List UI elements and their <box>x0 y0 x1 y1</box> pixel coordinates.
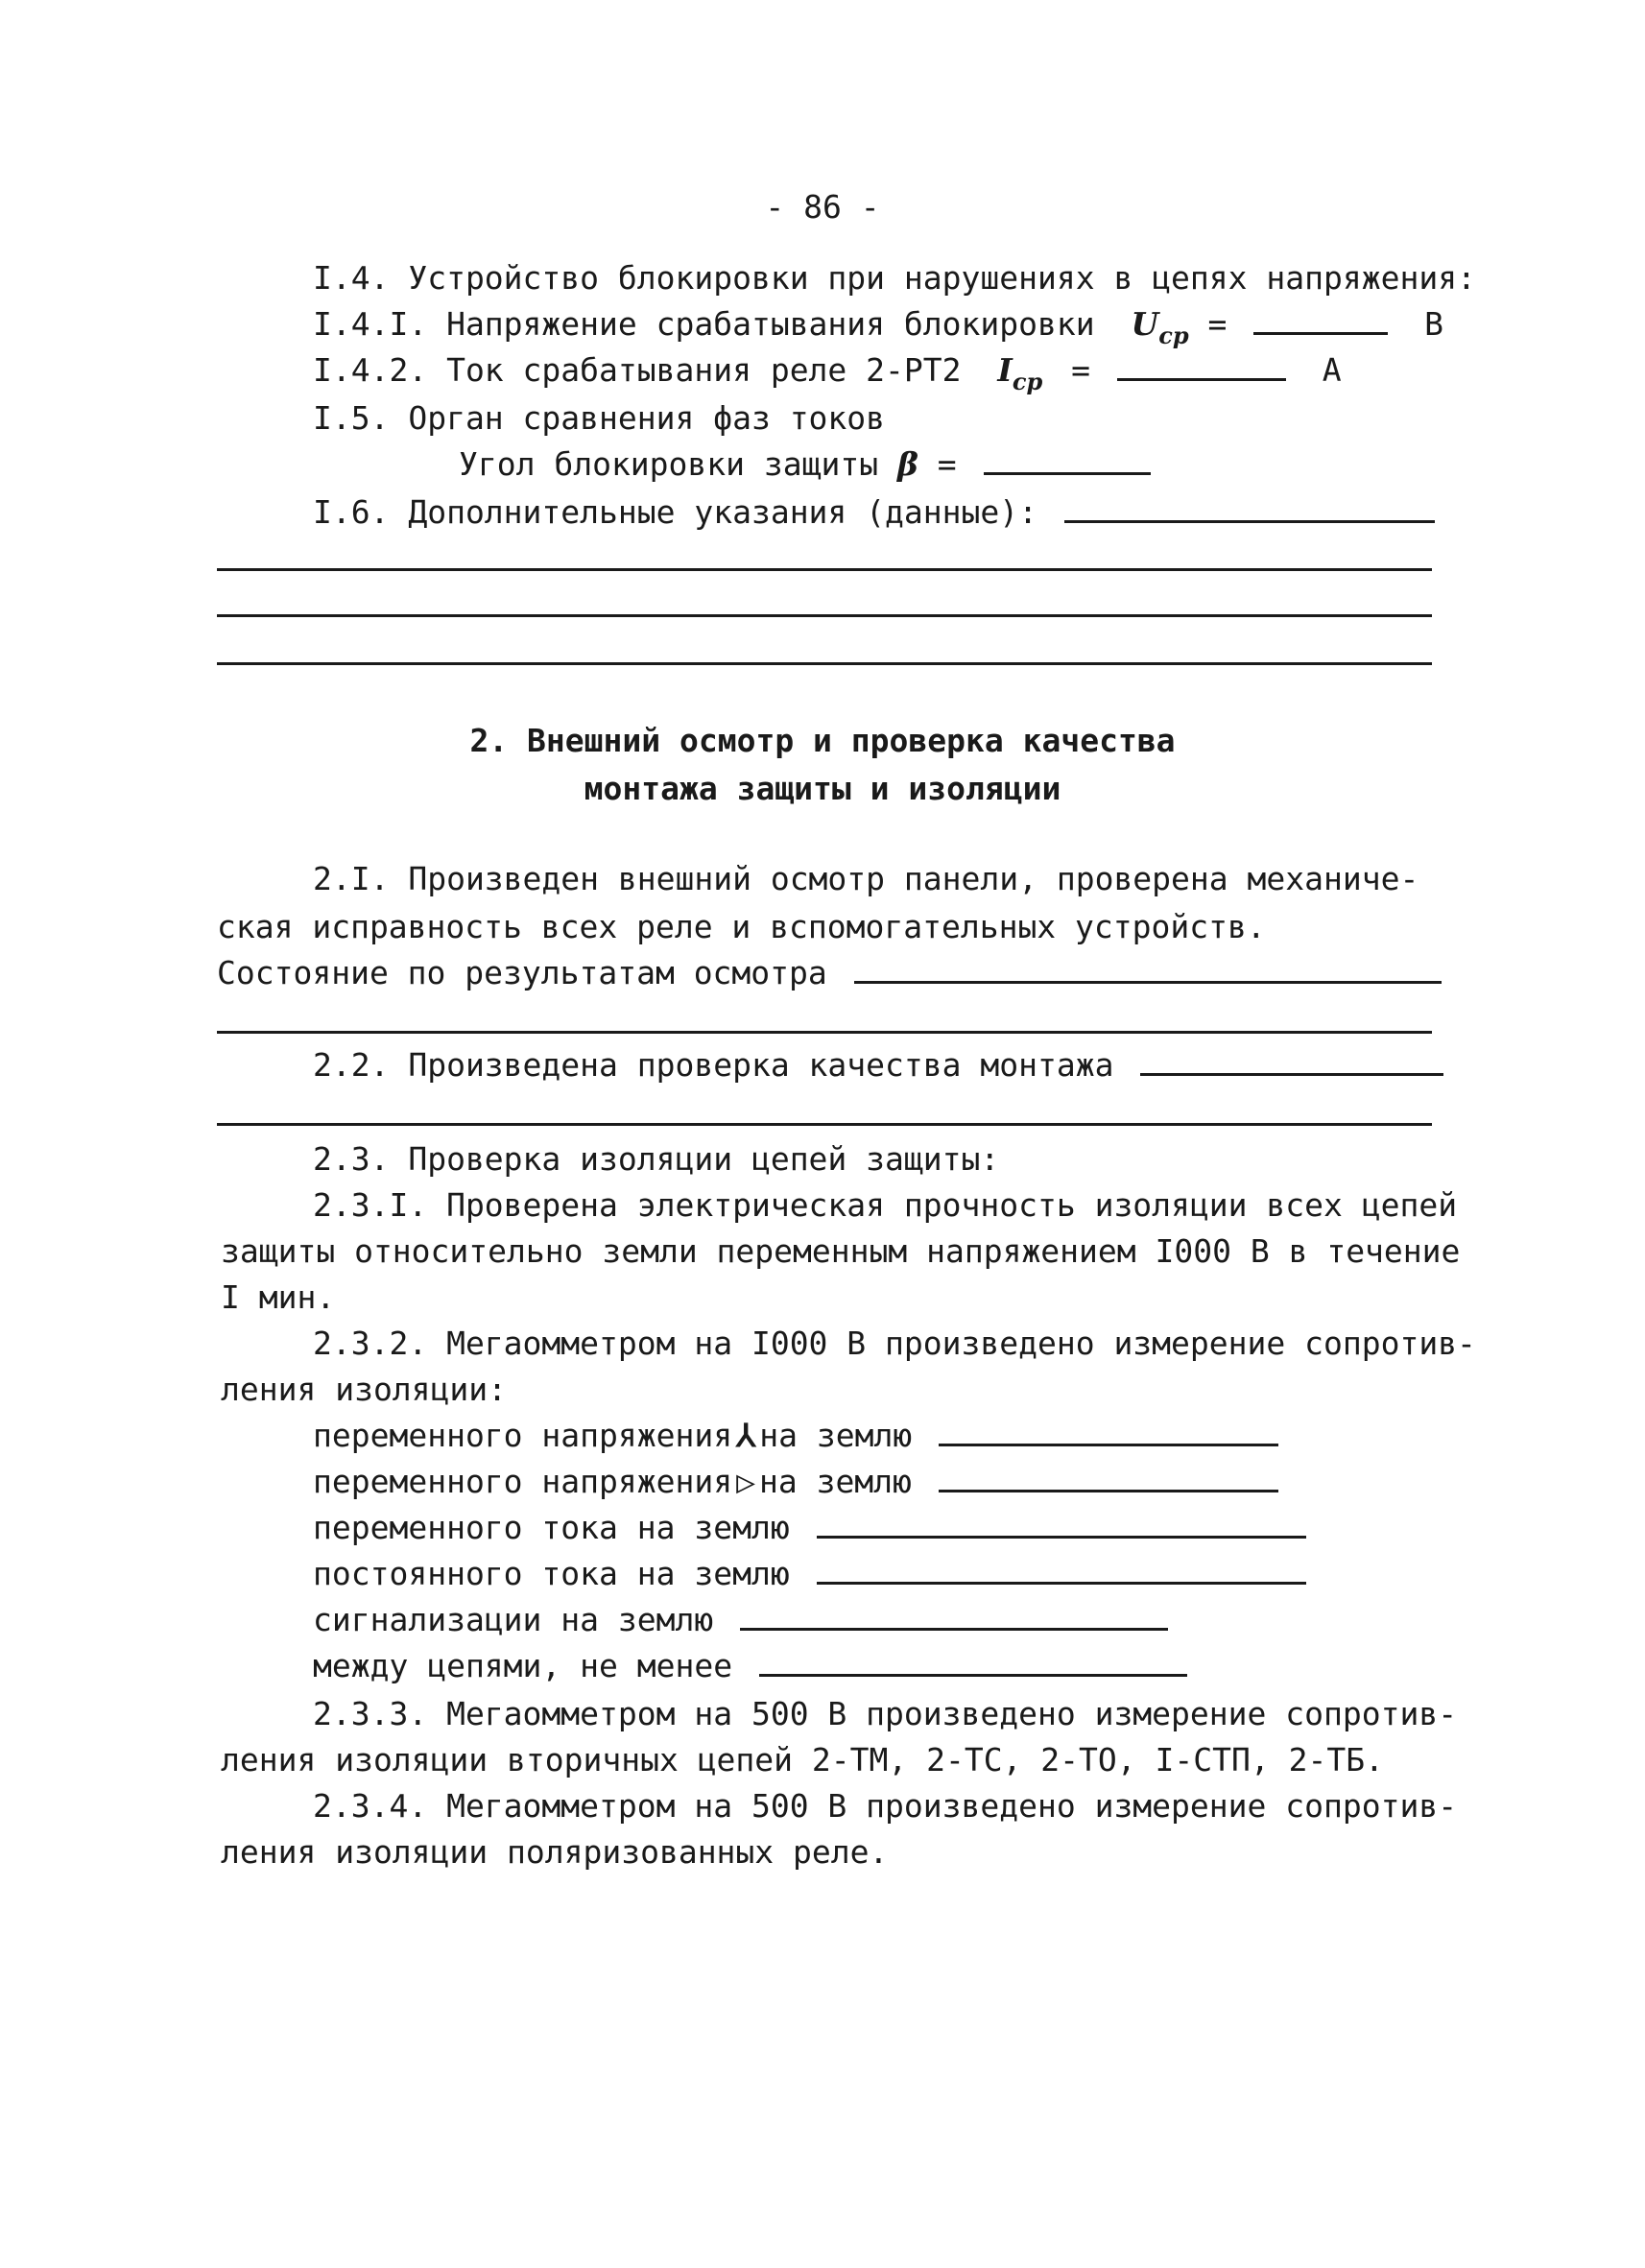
section-subtitle: монтажа защиты и изоляции <box>584 770 1061 807</box>
equals-sign: = <box>1071 351 1090 389</box>
measure-label: постоянного тока на землю <box>313 1555 790 1592</box>
item-1-4-1 <box>313 305 1443 350</box>
current-blank <box>1117 378 1286 381</box>
measure-blank <box>939 1490 1278 1492</box>
blank-line <box>217 568 1432 571</box>
para-2-2 <box>313 1046 1443 1085</box>
item-1-5-angle <box>459 445 1151 484</box>
measure-label: между цепями, не менее <box>313 1647 733 1684</box>
para-2-1-line2: ская исправность всех реле и вспомогательных устройств. <box>217 908 1266 945</box>
angle-blank <box>984 472 1151 475</box>
voltage-blank <box>1253 332 1388 335</box>
equals-sign: = <box>1207 305 1228 343</box>
para-2-1-line1: 2.I. Произведен внешний осмотр панели, проверена механиче- <box>313 860 1419 897</box>
para-2-1-line3 <box>217 954 1442 992</box>
para-2-3: 2.3. Проверка изоляции цепей защиты: <box>313 1140 1000 1178</box>
blank-line <box>217 1031 1432 1034</box>
volt-unit: В <box>1424 305 1444 343</box>
angle-text: Угол блокировки защиты <box>459 445 879 483</box>
para-2-3-4-line2: ления изоляции поляризованных реле. <box>221 1833 889 1871</box>
open-delta-icon: ▷ <box>736 1463 755 1500</box>
para-2-3-1-line1: 2.3.I. Проверена электрическая прочность изоляции всех цепей <box>313 1186 1458 1224</box>
para-2-3-1-line2: защиты относительно земли переменным напряжением I000 В в течение <box>221 1232 1461 1270</box>
measure-label: переменного напряжения <box>313 1463 733 1500</box>
item-1-4-2 <box>313 351 1342 396</box>
measure-blank <box>939 1444 1278 1446</box>
para-2-3-2-line2: ления изоляции: <box>221 1371 508 1408</box>
measure-dc-current <box>313 1555 1306 1593</box>
condition-blank <box>854 981 1442 984</box>
beta-symbol: β <box>896 445 918 483</box>
measure-blank <box>740 1628 1168 1631</box>
measure-label-tail: на землю <box>758 1463 912 1500</box>
item-1-5: I.5. Орган сравнения фаз токов <box>313 399 886 437</box>
i-symbol: $I_{ср}$ <box>997 351 1043 395</box>
measure-ac-current <box>313 1509 1306 1547</box>
ampere-unit: А <box>1322 351 1342 389</box>
section-title: 2. Внешний осмотр и проверка качества <box>469 722 1176 759</box>
item-1-4: I.4. Устройство блокировки при нарушениях в цепях напряжения: <box>313 259 1476 297</box>
para-2-3-2-line1: 2.3.2. Мегаомметром на I000 В произведено измерение сопротив- <box>313 1325 1476 1362</box>
notes-blank <box>1064 520 1435 523</box>
measure-label-tail: на землю <box>759 1417 913 1454</box>
measure-label: переменного тока на землю <box>313 1509 790 1546</box>
montage-label: 2.2. Произведена проверка качества монтажа <box>313 1046 1114 1084</box>
item-1-6 <box>313 493 1435 532</box>
measure-blank <box>759 1674 1187 1677</box>
item-1-4-1-text: I.4.I. Напряжение срабатывания блокировки <box>313 305 1095 343</box>
blank-line <box>217 662 1432 665</box>
page-number: - 86 - <box>765 188 880 226</box>
star-connection-icon: ⅄ <box>736 1417 756 1454</box>
para-2-3-3-line2: ления изоляции вторичных цепей 2-ТМ, 2-ТС, 2-ТО, I-СТП, 2-ТБ. <box>221 1741 1384 1779</box>
blank-line <box>217 1123 1432 1126</box>
measure-blank <box>817 1582 1306 1585</box>
measure-ac-voltage-open-delta <box>313 1463 1278 1501</box>
measure-label: сигнализации на землю <box>313 1601 714 1638</box>
condition-label: Состояние по результатам осмотра <box>217 954 827 991</box>
montage-blank <box>1140 1073 1443 1076</box>
measure-ac-voltage-star <box>313 1417 1278 1455</box>
para-2-3-4-line1: 2.3.4. Мегаомметром на 500 В произведено измерение сопротив- <box>313 1787 1458 1825</box>
item-1-4-2-text: I.4.2. Ток срабатывания реле 2-РТ2 <box>313 351 962 389</box>
equals-sign: = <box>937 445 957 483</box>
item-1-6-text: I.6. Дополнительные указания (данные): <box>313 493 1037 531</box>
para-2-3-3-line1: 2.3.3. Мегаомметром на 500 В произведено измерение сопротив- <box>313 1695 1458 1732</box>
measure-blank <box>817 1536 1306 1539</box>
measure-signalling <box>313 1601 1168 1639</box>
blank-line <box>217 614 1432 617</box>
para-2-3-1-line3: I мин. <box>221 1278 336 1316</box>
measure-between-circuits <box>313 1647 1187 1685</box>
u-symbol: $U_{ср}$ <box>1131 305 1189 349</box>
measure-label: переменного напряжения <box>313 1417 733 1454</box>
